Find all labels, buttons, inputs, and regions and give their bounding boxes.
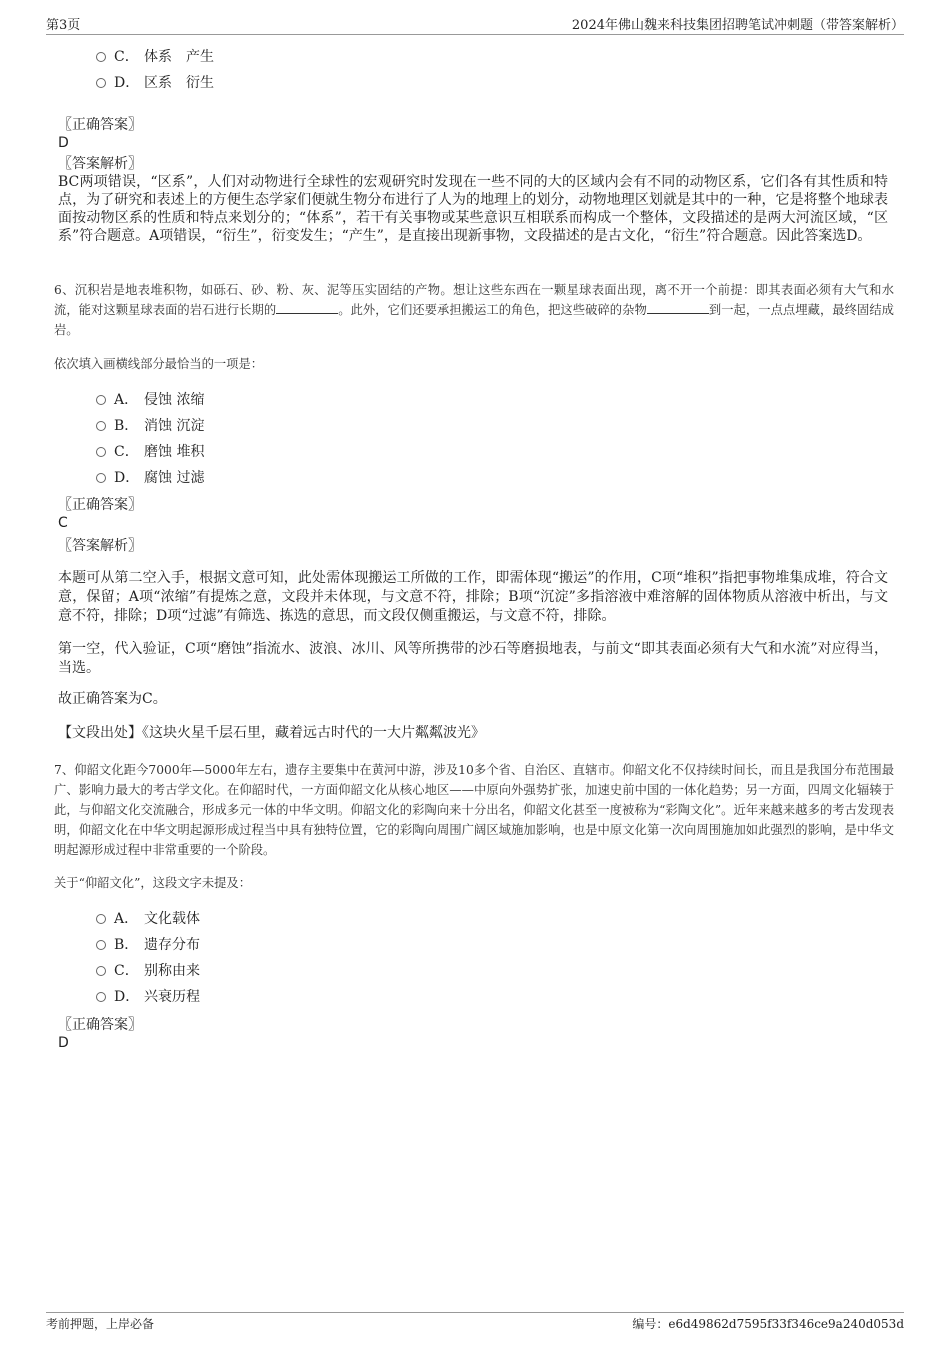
- q6-option-a[interactable]: A． 侵蚀 浓缩: [96, 390, 204, 410]
- radio-icon[interactable]: [96, 395, 106, 405]
- q6-answer-label: 〖正确答案〗: [58, 497, 142, 513]
- q6-answer: C: [58, 515, 68, 531]
- q7-stem: 7、仰韶文化距今7000年—5000年左右，遗存主要集中在黄河中游，涉及10多个省、自治区、直辖市。仰韶文化不仅持续时间长，而且是我国分布范围最广、影响力最大的考古学文化。在仰韶时代，一方面仰韶文化从核心地区——中原向外强势扩张，加速史前中国的一体化趋势；另一方面，四周文化辐辏于此，与仰韶文化交流融合，形成多元一体的中华文明。仰韶文化的彩陶向来十分出名，仰韶文化甚至一度被称为“彩陶文化”。近年来越来越多的考古发现表明，仰韶文化在中华文明起源形成过程当中具有独特位置，它的彩陶向周围广阔区域施加影响，也是中原文化第一次向周围施加如此强烈的影响，是中华文明起源形成过程中非常重要的一个阶段。: [54, 763, 894, 857]
- radio-icon[interactable]: [96, 966, 106, 976]
- q6-analysis-paragraph-2: 第一空，代入验证，C项“磨蚀”指流水、波浪、冰川、风等所携带的沙石等磨损地表，与前文“即其表面必须有大气和水流”对应得当，当选。: [58, 641, 888, 676]
- page-header: [46, 12, 904, 35]
- q6-analysis-paragraph-3: 故正确答案为C。: [58, 691, 167, 707]
- q6-option-b[interactable]: B． 消蚀 沉淀: [96, 416, 204, 436]
- page-number: 第3页: [46, 18, 81, 33]
- q7-answer: D: [58, 1035, 69, 1051]
- q5-answer: D: [58, 135, 69, 151]
- q5-option-d[interactable]: D． 区系 衍生: [96, 73, 214, 93]
- radio-icon[interactable]: [96, 447, 106, 457]
- q6-analysis-paragraph-1: 本题可从第二空入手，根据文意可知，此处需体现搬运工所做的工作，即需体现“搬运”的作用，C项“堆积”指把事物堆集成堆，符合文意，保留；A项“浓缩”有提炼之意，文段并未体现，与文意不符，排除；B项“沉淀”多指溶液中难溶解的固体物质从溶液中析出，与文意不符，排除；D项“过滤”有筛选、拣选的意思，而文段仅侧重搬运，与文意不符，排除。: [58, 570, 888, 624]
- q5-analysis-label: 〖答案解析〗: [58, 156, 142, 172]
- q7-option-d[interactable]: D． 兴衰历程: [96, 987, 200, 1007]
- footer-slogan: 考前押题，上岸必备: [46, 1317, 155, 1331]
- q5-analysis: BC两项错误，“区系”，人们对动物进行全球性的宏观研究时发现在一些不同的大的区域内会有不同的动物区系，它们各有其性质和特点，为了研究和表述上的方便生态学家们便就生物分布进行了人为的地理上的划分，动物地理区划就是其中的一种，它是将整个地球表面按动物区系的性质和特点来划分的；“体系”，若干有关事物或某些意识互相联系而构成一个整体，文段描述的是两大河流区域，“区系”符合题意。A项错误，“衍生”，衍变发生；“产生”，是直接出现新事物，文段描述的是古文化，“衍生”符合题意。因此答案选D。: [58, 174, 888, 244]
- q7-option-c[interactable]: C． 别称由来: [96, 961, 200, 981]
- q7-prompt: 关于“仰韶文化”，这段文字未提及：: [54, 876, 252, 890]
- q7-answer-label: 〖正确答案〗: [58, 1017, 142, 1033]
- q7-option-b[interactable]: B． 遗存分布: [96, 935, 200, 955]
- radio-icon[interactable]: [96, 992, 106, 1002]
- q5-option-c[interactable]: C． 体系 产生: [96, 47, 214, 67]
- q6-prompt: 依次填入画横线部分最恰当的一项是：: [54, 357, 264, 371]
- radio-icon[interactable]: [96, 473, 106, 483]
- blank-1: [276, 301, 338, 314]
- q6-option-c[interactable]: C． 磨蚀 堆积: [96, 442, 204, 462]
- page-footer: [46, 1312, 904, 1331]
- document-id: 编号：e6d49862d7595f33f346ce9a240d053d: [632, 1317, 904, 1331]
- q5-answer-label: 〖正确答案〗: [58, 117, 142, 133]
- q6-analysis-label: 〖答案解析〗: [58, 538, 142, 554]
- radio-icon[interactable]: [96, 940, 106, 950]
- q6-source: 【文段出处】《这块火星千层石里，藏着远古时代的一大片粼粼波光》: [58, 725, 485, 741]
- q7-option-a[interactable]: A． 文化载体: [96, 909, 200, 929]
- radio-icon[interactable]: [96, 421, 106, 431]
- radio-icon[interactable]: [96, 78, 106, 88]
- q6-option-d[interactable]: D． 腐蚀 过滤: [96, 468, 204, 488]
- radio-icon[interactable]: [96, 52, 106, 62]
- blank-2: [647, 301, 709, 314]
- document-title: 2024年佛山魏来科技集团招聘笔试冲刺题（带答案解析）: [571, 18, 904, 33]
- radio-icon[interactable]: [96, 914, 106, 924]
- q6-stem: 6、沉积岩是地表堆积物，如砾石、砂、粉、灰、泥等压实固结的产物。想让这些东西在一颗星球表面出现，离不开一个前提：即其表面必须有大气和水流，能对这颗星球表面的岩石进行长期的 。此外，它们还要承担搬运工的角色，把这些破碎的杂物 到一起，一点点埋藏，最终固结成岩。: [54, 283, 894, 337]
